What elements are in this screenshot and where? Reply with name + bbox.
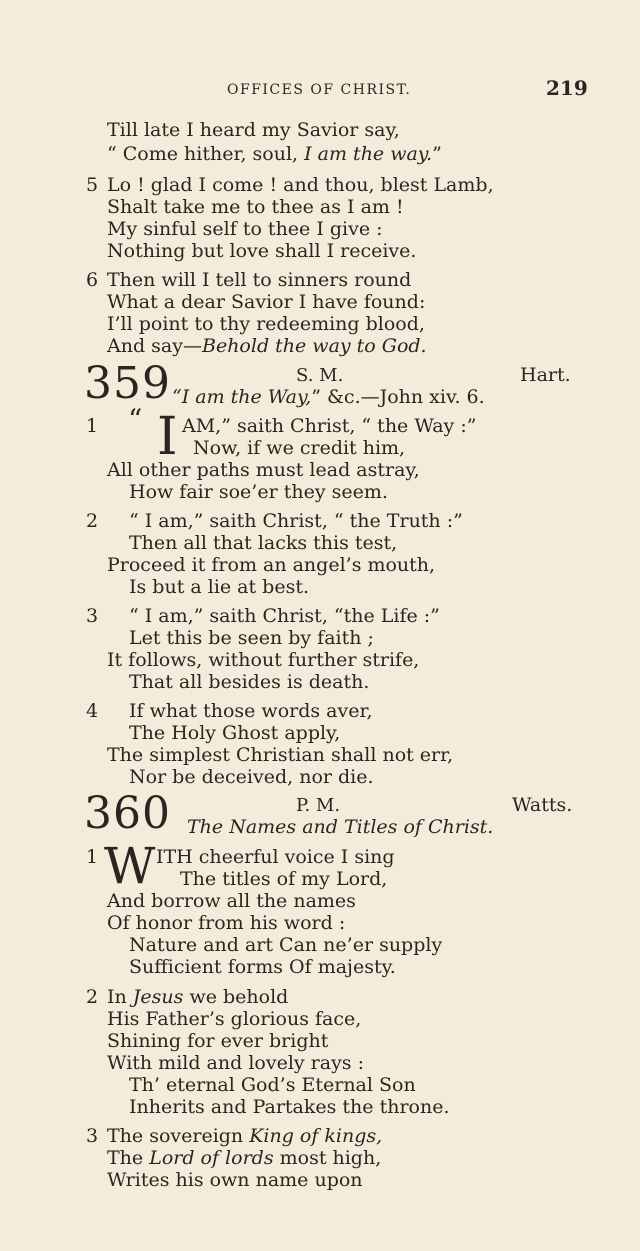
- opening-quote: “: [128, 403, 143, 436]
- verse-line: The Lord of lords most high,: [107, 1147, 382, 1169]
- verse-line: ITH cheerful voice I sing: [156, 846, 395, 868]
- verse-line: In Jesus we behold: [107, 986, 289, 1008]
- verse-line: Shalt take me to thee as I am !: [107, 196, 404, 218]
- verse-line: Let this be seen by faith ;: [129, 627, 374, 649]
- verse-line: Inherits and Partakes the throne.: [129, 1096, 450, 1118]
- hymn-author: Hart.: [520, 364, 571, 386]
- verse-number: 3: [86, 1125, 99, 1147]
- verse-line: I’ll point to thy redeeming blood,: [107, 313, 425, 335]
- verse-number: 3: [86, 605, 99, 627]
- page-number: 219: [546, 76, 588, 100]
- verse-line: The simplest Christian shall not err,: [107, 744, 454, 766]
- verse-line: Proceed it from an angel’s mouth,: [107, 554, 436, 576]
- drop-cap: W: [104, 837, 156, 895]
- verse-number: 1: [86, 846, 99, 868]
- verse-line: “ I am,” saith Christ, “ the Truth :”: [129, 510, 463, 532]
- verse-line: Nor be deceived, nor die.: [129, 766, 374, 788]
- verse-number: 4: [86, 700, 99, 722]
- verse-line: Now, if we credit him,: [193, 437, 406, 459]
- verse-line: Lo ! glad I come ! and thou, blest Lamb,: [107, 174, 494, 196]
- verse-number: 2: [86, 510, 99, 532]
- verse-line: Nature and art Can ne’er supply: [129, 934, 443, 956]
- running-head: OFFICES OF CHRIST.: [227, 82, 412, 98]
- verse-number: 1: [86, 415, 99, 437]
- verse-line: All other paths must lead astray,: [107, 459, 420, 481]
- hymn-subtitle: “I am the Way,” &c.—John xiv. 6.: [172, 386, 485, 408]
- verse-line: Sufficient forms Of majesty.: [129, 956, 396, 978]
- hymn-meter: P. M.: [296, 795, 341, 816]
- verse-line: What a dear Savior I have found:: [107, 291, 426, 313]
- hymn-subtitle: The Names and Titles of Christ.: [187, 816, 494, 838]
- verse-line: The Holy Ghost apply,: [129, 722, 341, 744]
- verse-number: 6: [86, 269, 99, 291]
- verse-line: And borrow all the names: [107, 890, 356, 912]
- hymn-author: Watts.: [512, 794, 573, 816]
- verse-number: 2: [86, 986, 99, 1008]
- hymn-number: 359: [84, 358, 171, 409]
- hymn-number: 360: [84, 788, 171, 839]
- verse-line: Till late I heard my Savior say,: [107, 119, 400, 141]
- verse-line: It follows, without further strife,: [107, 649, 420, 671]
- verse-line: The sovereign King of kings,: [107, 1125, 383, 1147]
- verse-line: Then all that lacks this test,: [129, 532, 398, 554]
- verse-line: “ Come hither, soul, I am the way.”: [107, 143, 442, 165]
- verse-line: Nothing but love shall I receive.: [107, 240, 417, 262]
- verse-line: Shining for ever bright: [107, 1030, 329, 1052]
- verse-line: My sinful self to thee I give :: [107, 218, 383, 240]
- verse-line: Of honor from his word :: [107, 912, 346, 934]
- verse-line: The titles of my Lord,: [180, 868, 388, 890]
- verse-line: AM,” saith Christ, “ the Way :”: [182, 415, 477, 437]
- verse-line: Th’ eternal God’s Eternal Son: [129, 1074, 416, 1096]
- verse-line: And say—Behold the way to God.: [107, 335, 427, 357]
- verse-line: How fair soe’er they seem.: [129, 481, 388, 503]
- verse-line: Is but a lie at best.: [129, 576, 310, 598]
- verse-line: His Father’s glorious face,: [107, 1008, 362, 1030]
- verse-line: Then will I tell to sinners round: [107, 269, 412, 291]
- drop-cap: I: [157, 407, 178, 467]
- hymn-meter: S. M.: [296, 365, 344, 386]
- verse-number: 5: [86, 174, 99, 196]
- verse-line: With mild and lovely rays :: [107, 1052, 365, 1074]
- verse-line: If what those words aver,: [129, 700, 373, 722]
- verse-line: “ I am,” saith Christ, “the Life :”: [129, 605, 440, 627]
- verse-line: That all besides is death.: [129, 671, 370, 693]
- verse-line: Writes his own name upon: [107, 1169, 363, 1191]
